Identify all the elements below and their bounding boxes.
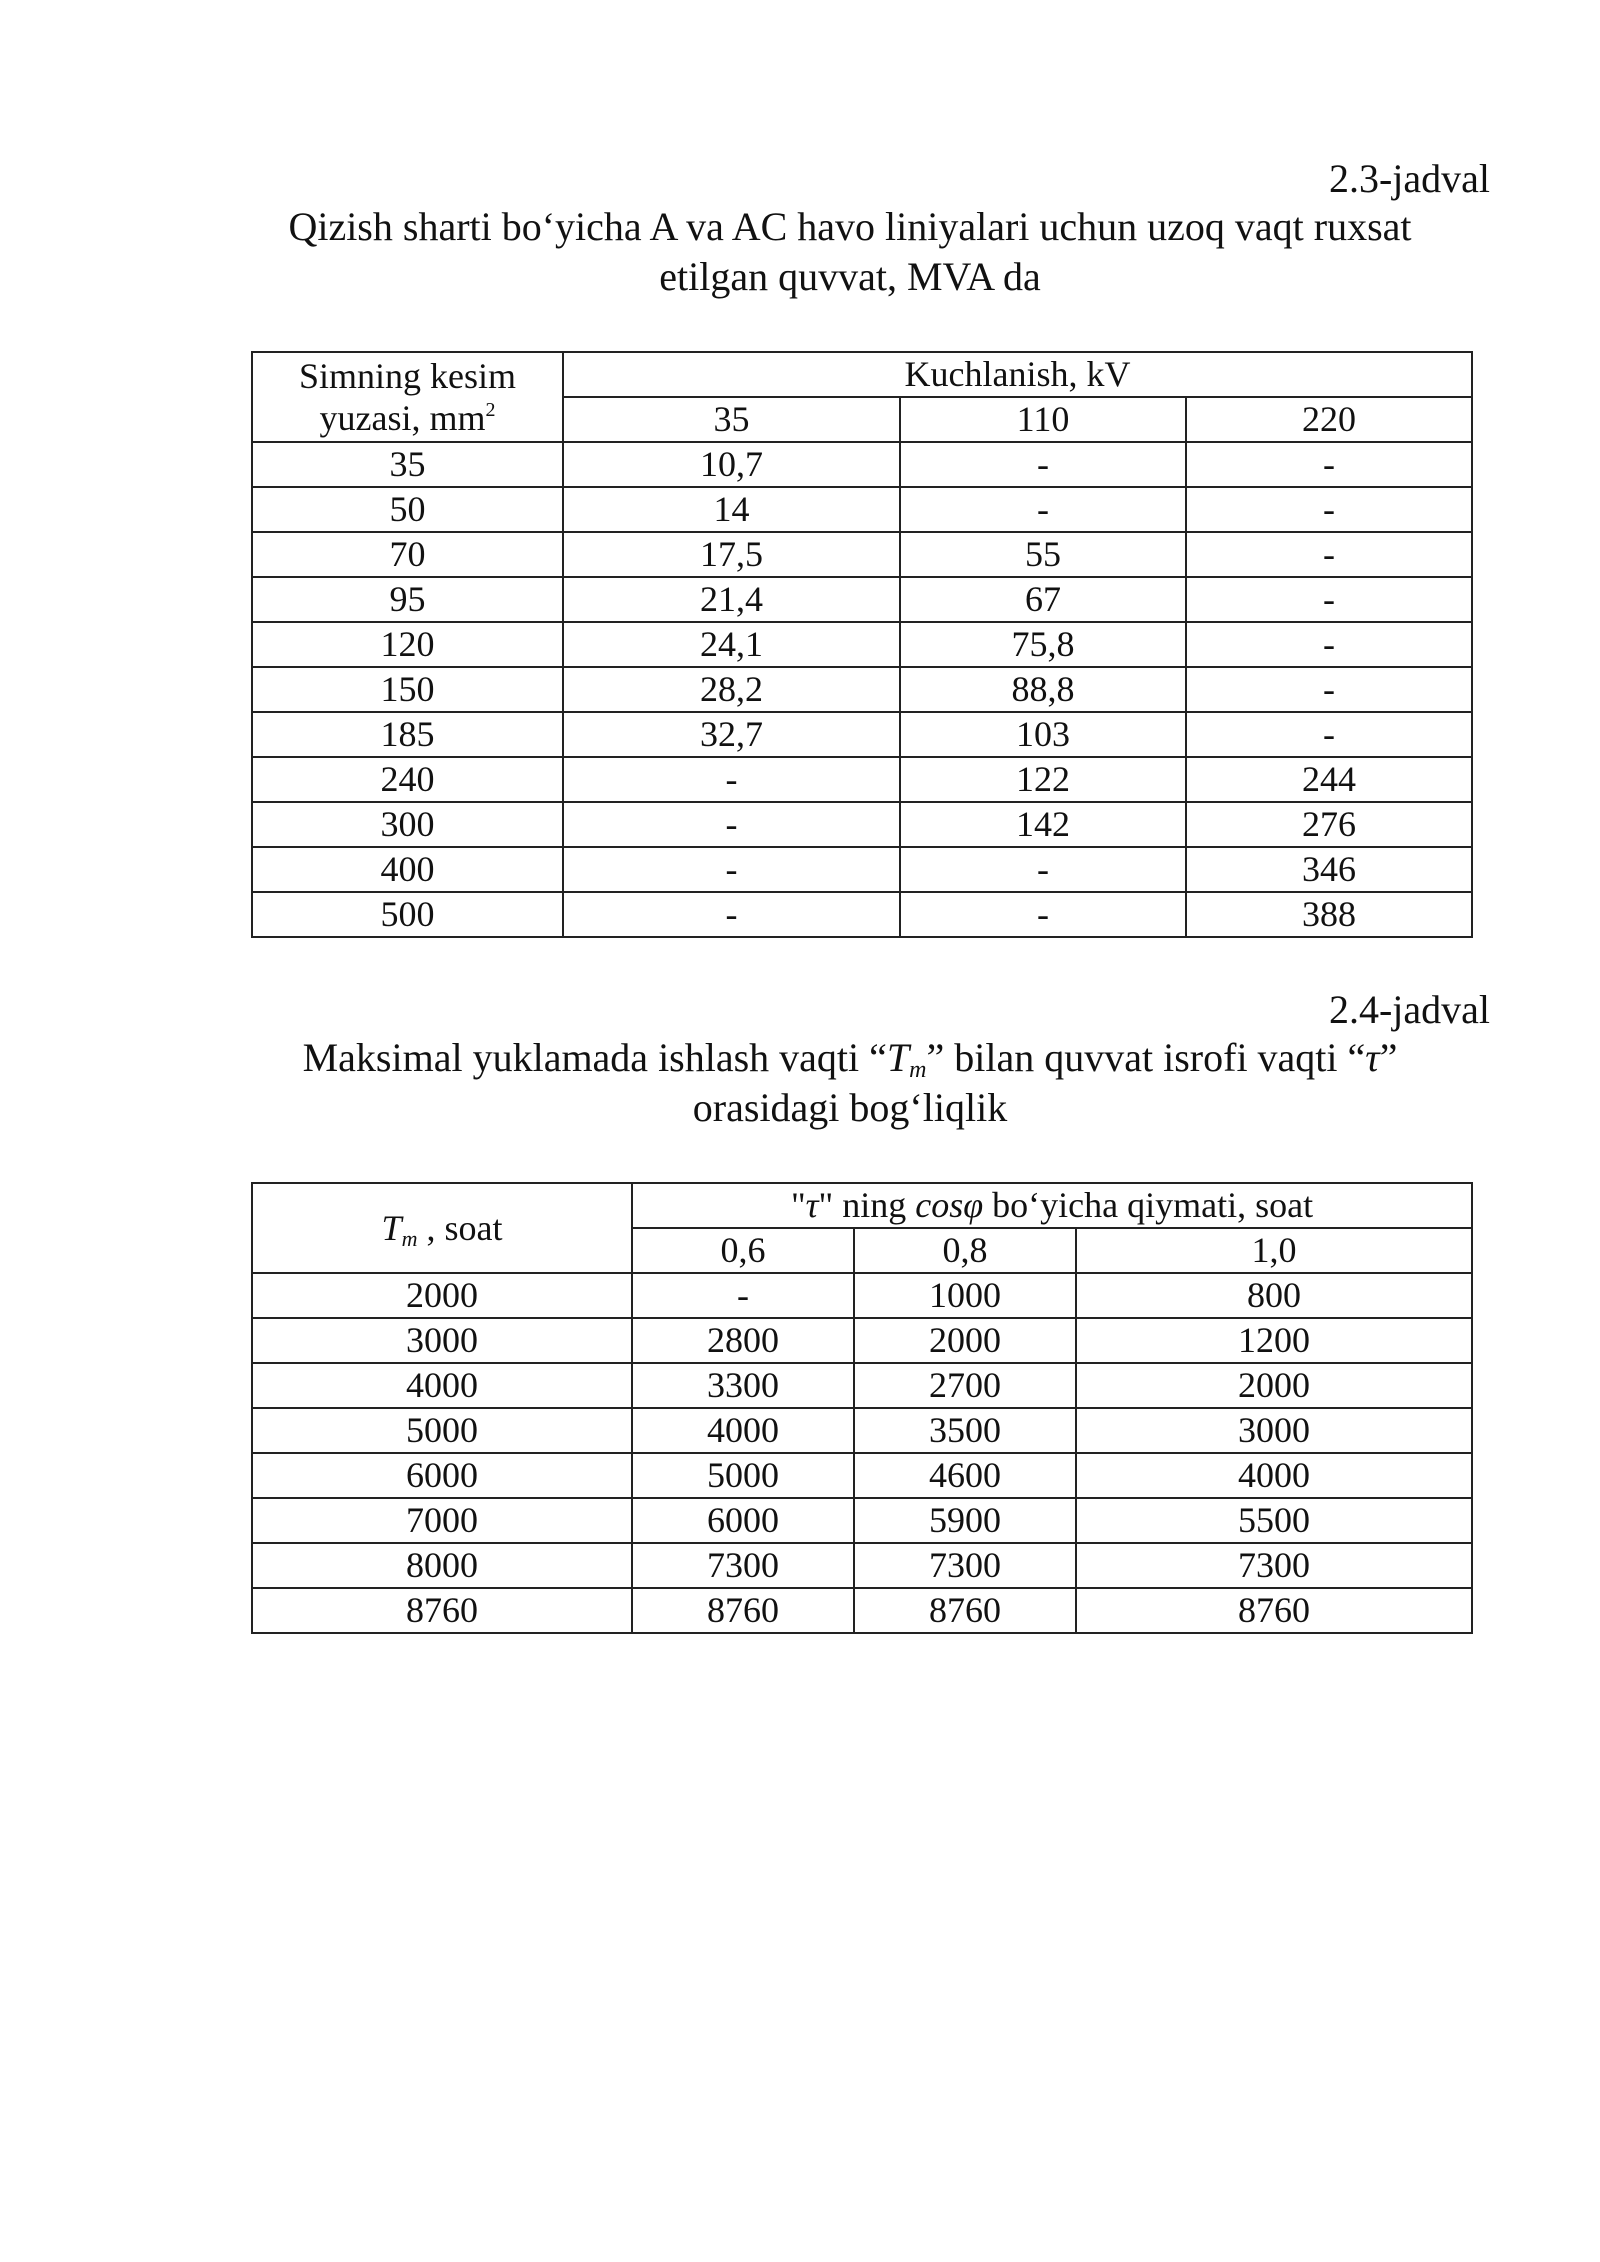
- table-cell: 8760: [854, 1588, 1076, 1633]
- table-cell: 3500: [854, 1408, 1076, 1453]
- header-tau-by-cosphi: [632, 1183, 1472, 1228]
- table-row: [252, 577, 1472, 622]
- table-cell: -: [563, 847, 900, 892]
- table-cell: 5500: [1076, 1498, 1472, 1543]
- table-2-4-body: [252, 1183, 1472, 1633]
- table-cell: -: [900, 442, 1186, 487]
- table-cell: 5000: [632, 1453, 854, 1498]
- table-cell: 7300: [854, 1543, 1076, 1588]
- table-row: [252, 712, 1472, 757]
- table-cell: 142: [900, 802, 1186, 847]
- table-cell: 3000: [1076, 1408, 1472, 1453]
- table-cell: 8000: [252, 1543, 632, 1588]
- table-cell: 7000: [252, 1498, 632, 1543]
- table-cell: 70: [252, 532, 563, 577]
- table-2-3-body: [252, 352, 1472, 937]
- table-row: [252, 622, 1472, 667]
- table-row: [252, 1273, 1472, 1318]
- table-2-4-number: 2.4-jadval: [1328, 987, 1490, 1032]
- table-cell: 2800: [632, 1318, 854, 1363]
- table-header-row: [252, 352, 1472, 397]
- header-cosphi-1-0: 1,0: [1076, 1228, 1472, 1273]
- table-cell: 388: [1186, 892, 1472, 937]
- table-cell: 4000: [252, 1363, 632, 1408]
- table-cell: 5900: [854, 1498, 1076, 1543]
- table-2-3-number: 2.3-jadval: [1328, 156, 1490, 201]
- table-cell: 800: [1076, 1273, 1472, 1318]
- header-cross-section: [252, 352, 563, 442]
- table-cell: 3000: [252, 1318, 632, 1363]
- header-text: " ning: [818, 1185, 916, 1225]
- header-tau-symbol: τ: [805, 1185, 819, 1225]
- header-tm-subscript: m: [401, 1225, 418, 1251]
- table-cell: 95: [252, 577, 563, 622]
- table-cell: 400: [252, 847, 563, 892]
- table-cell: -: [1186, 577, 1472, 622]
- table-cell: 244: [1186, 757, 1472, 802]
- header-tm-hours: [252, 1183, 632, 1273]
- table-cell: 103: [900, 712, 1186, 757]
- table-cell: 7300: [1076, 1543, 1472, 1588]
- table-cell: -: [1186, 667, 1472, 712]
- header-cosphi-0-8: 0,8: [854, 1228, 1076, 1273]
- table-cell: 500: [252, 892, 563, 937]
- table-cell: 75,8: [900, 622, 1186, 667]
- table-cell: 4000: [632, 1408, 854, 1453]
- table-cell: -: [563, 802, 900, 847]
- table-row: [252, 1588, 1472, 1633]
- table-cell: 6000: [632, 1498, 854, 1543]
- table-cell: 5000: [252, 1408, 632, 1453]
- table-row: [252, 892, 1472, 937]
- header-voltage-220: 220: [1186, 397, 1472, 442]
- table-cell: -: [1186, 532, 1472, 577]
- table-cell: 3300: [632, 1363, 854, 1408]
- table-row: [252, 1498, 1472, 1543]
- table-cell: 8760: [252, 1588, 632, 1633]
- header-text: ": [790, 1185, 806, 1225]
- table-cell: 1000: [854, 1273, 1076, 1318]
- table-cell: 1200: [1076, 1318, 1472, 1363]
- table-cell: 240: [252, 757, 563, 802]
- table-cell: 32,7: [563, 712, 900, 757]
- table-row: [252, 847, 1472, 892]
- table-row: [252, 1318, 1472, 1363]
- table-2-3-title-line2: etilgan quvvat, MVA da: [659, 254, 1041, 299]
- header-cross-section-superscript: 2: [485, 399, 496, 421]
- table-cell: -: [1186, 712, 1472, 757]
- table-row: [252, 487, 1472, 532]
- table-cell: 7300: [632, 1543, 854, 1588]
- title-text: ” bilan quvvat isrofi vaqti “: [926, 1035, 1366, 1080]
- header-voltage-110: 110: [900, 397, 1186, 442]
- header-voltage-35: 35: [563, 397, 900, 442]
- table-cell: 300: [252, 802, 563, 847]
- table-row: [252, 757, 1472, 802]
- table-row: [252, 1543, 1472, 1588]
- header-text: bo‘yicha qiymati, soat: [983, 1185, 1314, 1225]
- table-cell: 4000: [1076, 1453, 1472, 1498]
- table-2-4-title: [230, 1033, 1470, 1133]
- table-cell: 6000: [252, 1453, 632, 1498]
- table-cell: 8760: [632, 1588, 854, 1633]
- table-cell: 185: [252, 712, 563, 757]
- table-row: [252, 667, 1472, 712]
- title-tm-symbol: T: [886, 1035, 910, 1080]
- table-2-3: [251, 351, 1473, 938]
- table-cell: 50: [252, 487, 563, 532]
- header-tm-symbol: T: [381, 1207, 402, 1248]
- table-cell: -: [1186, 442, 1472, 487]
- table-cell: 2700: [854, 1363, 1076, 1408]
- title-text: Maksimal yuklamada ishlash vaqti “: [302, 1035, 887, 1080]
- title-text: ”: [1379, 1035, 1398, 1080]
- table-cell: -: [632, 1273, 854, 1318]
- title-tau-symbol: τ: [1365, 1035, 1380, 1080]
- table-row: [252, 802, 1472, 847]
- table-cell: -: [900, 892, 1186, 937]
- table-2-4: [251, 1182, 1473, 1634]
- table-cell: 55: [900, 532, 1186, 577]
- table-cell: 67: [900, 577, 1186, 622]
- table-cell: 346: [1186, 847, 1472, 892]
- table-cell: -: [900, 487, 1186, 532]
- title-tm-subscript: m: [909, 1057, 927, 1083]
- table-cell: 276: [1186, 802, 1472, 847]
- table-cell: 8760: [1076, 1588, 1472, 1633]
- table-cell: 10,7: [563, 442, 900, 487]
- table-row: [252, 1408, 1472, 1453]
- table-cell: 35: [252, 442, 563, 487]
- header-cross-section-line2: [253, 397, 562, 439]
- table-cell: -: [1186, 487, 1472, 532]
- table-row: [252, 1363, 1472, 1408]
- header-tm-unit: , soat: [417, 1207, 503, 1248]
- table-row: [252, 442, 1472, 487]
- table-cell: 122: [900, 757, 1186, 802]
- table-2-4-title-line1: [230, 1033, 1470, 1083]
- table-cell: 17,5: [563, 532, 900, 577]
- table-cell: 88,8: [900, 667, 1186, 712]
- table-cell: 150: [252, 667, 563, 712]
- table-cell: -: [563, 757, 900, 802]
- table-2-3-title: [230, 202, 1470, 302]
- table-cell: 120: [252, 622, 563, 667]
- table-row: [252, 532, 1472, 577]
- table-cell: 24,1: [563, 622, 900, 667]
- table-row: [252, 1453, 1472, 1498]
- table-cell: -: [900, 847, 1186, 892]
- header-voltage: Kuchlanish, kV: [563, 352, 1472, 397]
- table-cell: 2000: [252, 1273, 632, 1318]
- table-cell: -: [563, 892, 900, 937]
- header-cross-section-line1: Simning kesim: [298, 356, 517, 396]
- table-cell: 2000: [854, 1318, 1076, 1363]
- table-cell: 2000: [1076, 1363, 1472, 1408]
- table-cell: 4600: [854, 1453, 1076, 1498]
- table-cell: -: [1186, 622, 1472, 667]
- header-cross-section-unit: yuzasi, mm: [319, 398, 486, 438]
- table-2-3-title-line1: Qizish sharti bo‘yicha A va AC havo liniyalari uchun uzoq vaqt ruxsat: [288, 204, 1412, 249]
- table-header-row: [252, 1183, 1472, 1228]
- header-cosphi-symbol: cosφ: [915, 1185, 984, 1225]
- header-cosphi-0-6: 0,6: [632, 1228, 854, 1273]
- table-cell: 21,4: [563, 577, 900, 622]
- table-cell: 28,2: [563, 667, 900, 712]
- table-cell: 14: [563, 487, 900, 532]
- table-2-4-title-line2: orasidagi bog‘liqlik: [692, 1085, 1008, 1130]
